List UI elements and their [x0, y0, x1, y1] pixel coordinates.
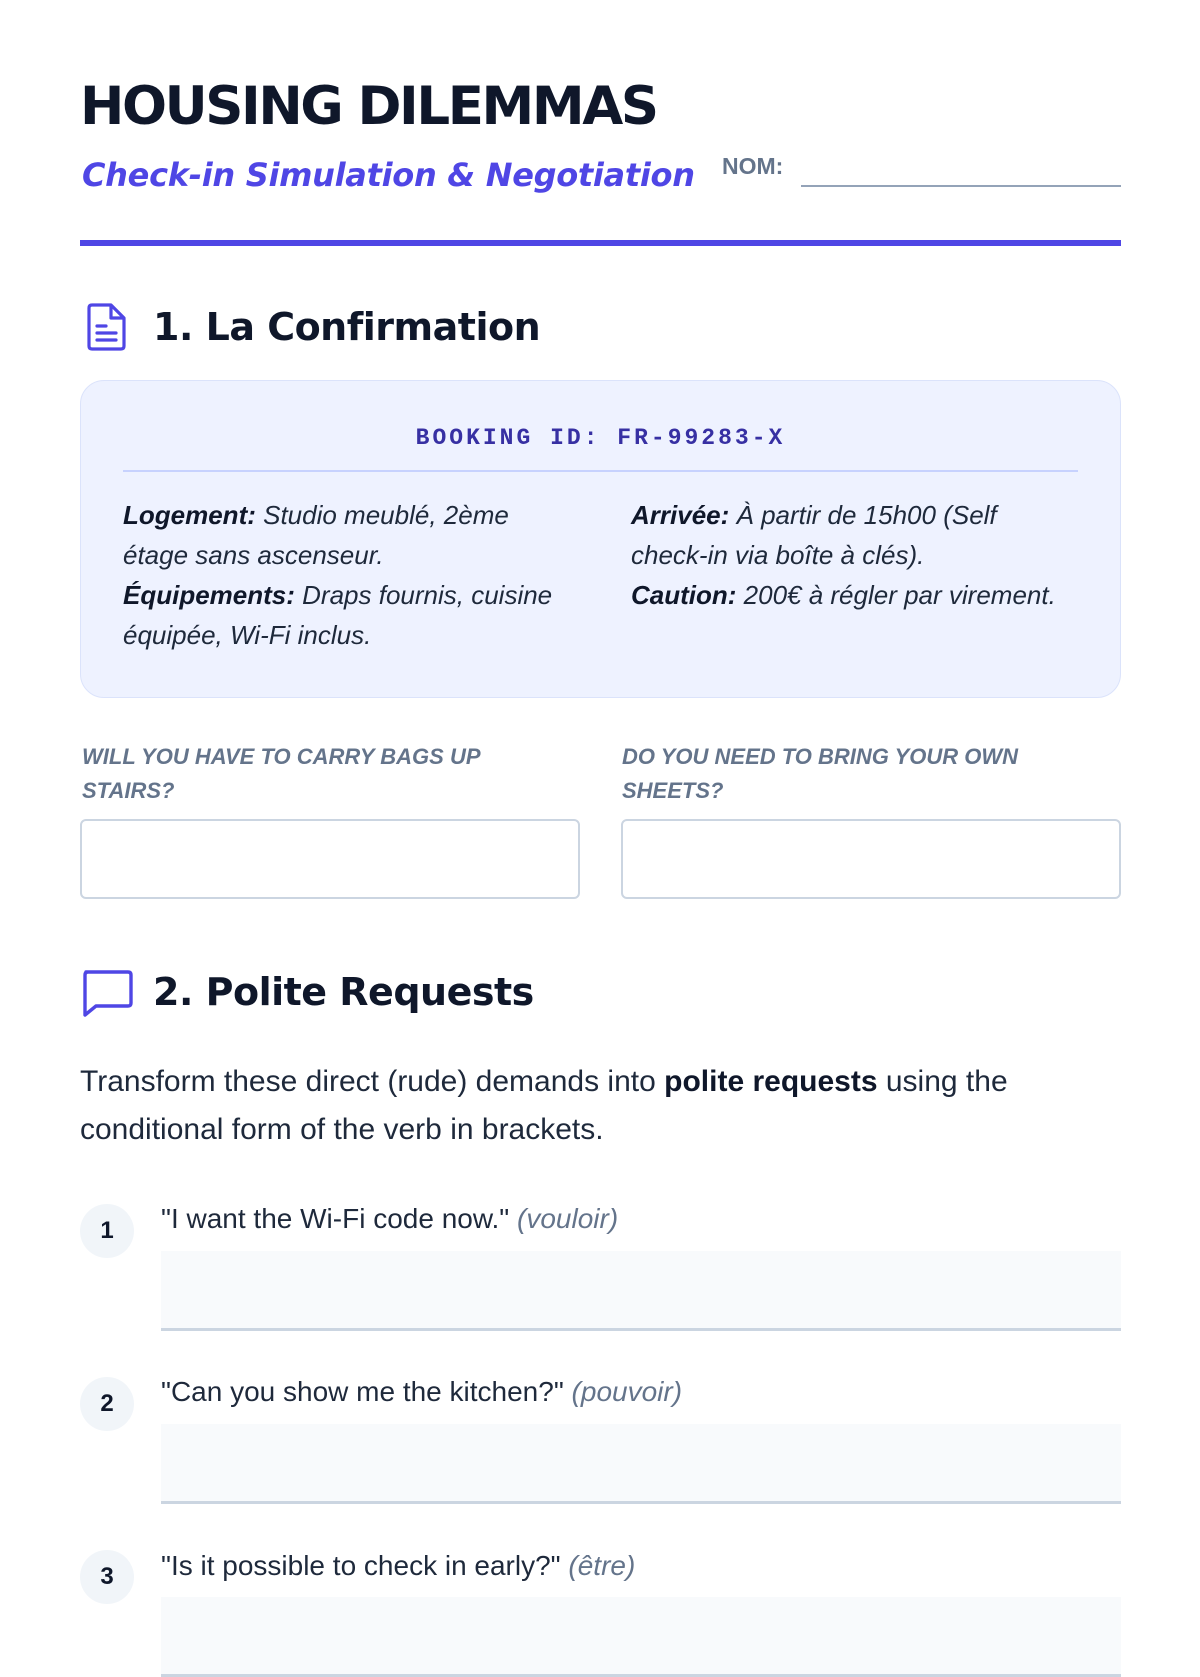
item-number-badge: 2: [80, 1377, 134, 1431]
question-label-stairs: WILL YOU HAVE TO CARRY BAGS UP STAIRS?: [82, 744, 480, 803]
prompt-quote: "Is it possible to check in early?": [161, 1550, 561, 1581]
item-number-badge: 1: [80, 1204, 134, 1258]
logement-label: Logement:: [123, 500, 256, 530]
item-prompt: [161, 1376, 682, 1408]
booking-details-right: [631, 495, 1071, 615]
speech-bubble-icon: [80, 968, 134, 1018]
prompt-verb: (pouvoir): [571, 1376, 683, 1407]
answer-field-sheets[interactable]: [621, 819, 1121, 899]
item-prompt: [161, 1203, 618, 1235]
answer-field[interactable]: [161, 1424, 1121, 1504]
section-title-confirmation: 1. La Confirmation: [153, 305, 541, 349]
answer-field[interactable]: [161, 1597, 1121, 1677]
arrivee-label: Arrivée:: [631, 500, 730, 530]
page-title: HOUSING DILEMMAS: [80, 76, 657, 137]
answer-field-stairs[interactable]: [80, 819, 580, 899]
booking-card: [80, 380, 1121, 698]
header-divider: [80, 240, 1121, 246]
prompt-quote: "I want the Wi-Fi code now.": [161, 1203, 510, 1234]
section-title-polite-requests: 2. Polite Requests: [153, 970, 534, 1014]
item-prompt: [161, 1550, 635, 1582]
booking-details-left: [123, 495, 563, 655]
name-label: NOM:: [722, 153, 784, 179]
prompt-quote: "Can you show me the kitchen?": [161, 1376, 564, 1407]
equipements-text: Draps fournis, cuisine équipée, Wi-Fi inclus.: [123, 580, 553, 650]
item-number-badge: 3: [80, 1550, 134, 1604]
instructions-emphasis: polite requests: [664, 1065, 878, 1098]
caution-label: Caution:: [631, 580, 737, 610]
prompt-verb: (être): [568, 1550, 636, 1581]
caution-text: 200€ à régler par virement.: [736, 580, 1056, 610]
question-label-sheets: DO YOU NEED TO BRING YOUR OWN SHEETS?: [622, 744, 1019, 803]
arrivee-text: À partir de 15h00 (Self check-in via boîte à clés).: [631, 500, 997, 570]
prompt-verb: (vouloir): [517, 1203, 619, 1234]
instructions-text: Transform these direct (rude) demands into: [80, 1065, 665, 1098]
card-divider: [123, 470, 1078, 472]
logement-text: Studio meublé, 2ème étage sans ascenseur.: [123, 500, 509, 570]
answer-field[interactable]: [161, 1251, 1121, 1331]
page-subtitle: Check-in Simulation & Negotiation: [82, 156, 695, 194]
booking-id: BOOKING ID: FR-99283-X: [415, 425, 786, 451]
instructions: [80, 1058, 1140, 1154]
equipements-label: Équipements:: [123, 580, 295, 610]
instructions-text-end: using the conditional form of the verb in brackets.: [80, 1065, 1008, 1146]
document-icon: [84, 302, 128, 352]
name-field[interactable]: [801, 185, 1121, 187]
